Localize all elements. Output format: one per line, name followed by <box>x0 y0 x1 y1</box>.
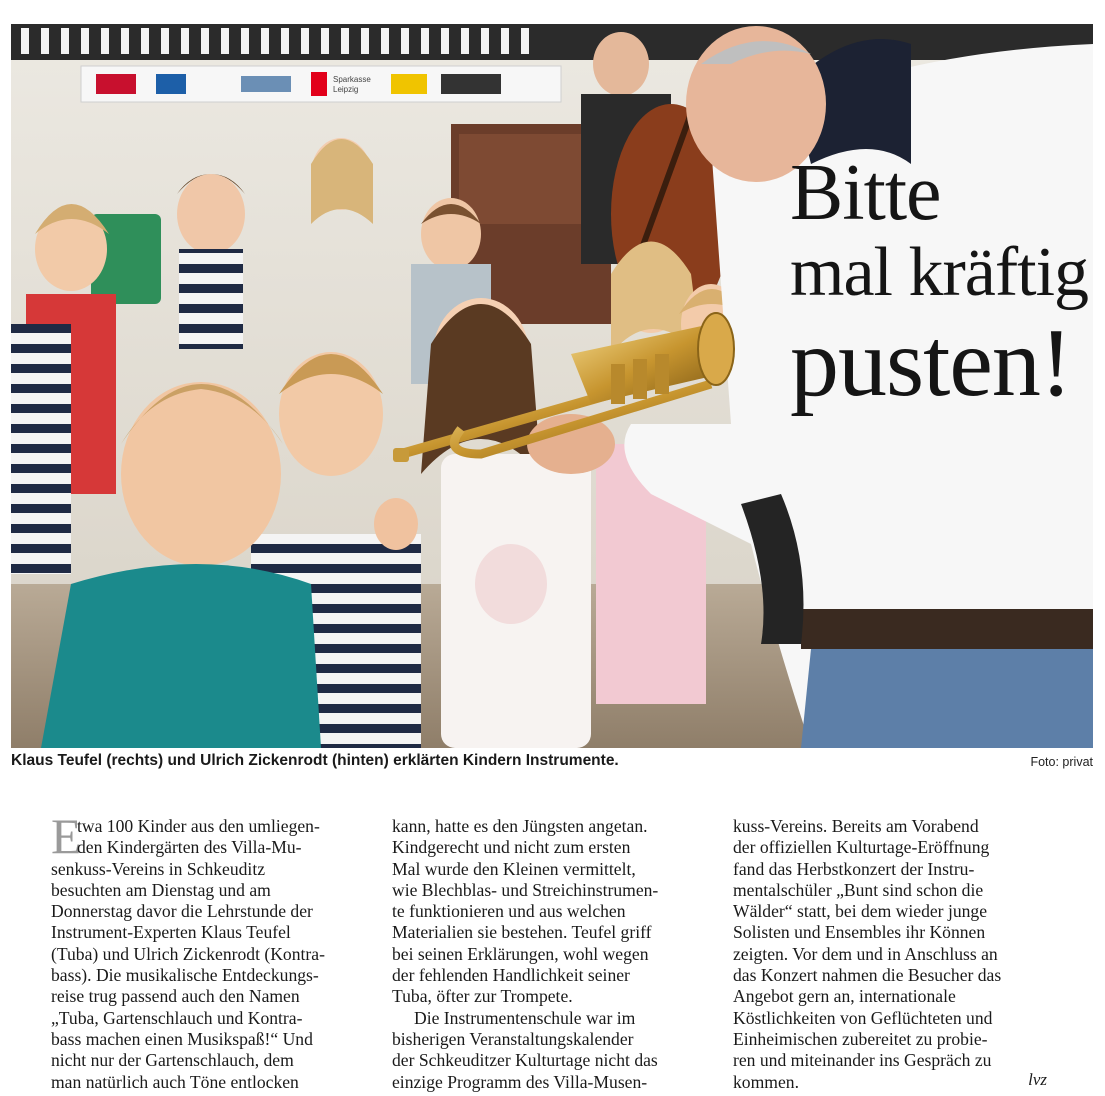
text-line: Mal wurde den Kleinen vermittelt, <box>392 858 636 879</box>
text-line: kann, hatte es den Jüngsten angetan. <box>392 816 648 836</box>
text-line: Die Instrumentenschule war im <box>414 1007 636 1028</box>
text-line: Einheimischen zubereitet zu probie- <box>733 1028 988 1049</box>
photo-credit: Foto: privat <box>1030 755 1093 769</box>
text-line: das Konzert nahmen die Besucher das <box>733 965 1002 986</box>
headline-line-2: mal kräftig <box>790 234 1089 311</box>
article-column-1 <box>51 808 371 1093</box>
text-line: Instrument-Experten Klaus Teufel <box>51 922 291 943</box>
text-line: wie Blechblas- und Streichinstrumen- <box>392 879 659 900</box>
author-signature: lvz <box>1028 1070 1047 1089</box>
text-line: nicht nur der Gartenschlauch, dem <box>51 1050 294 1071</box>
text-line: den Kindergärten des Villa-Mu- <box>77 837 302 858</box>
article-column-3 <box>733 816 1053 1093</box>
text-line: mentalschüler „Bunt sind schon die <box>733 879 984 900</box>
text-line: man natürlich auch Töne entlocken <box>51 1071 299 1092</box>
text-line: besuchten am Dienstag und am <box>51 879 271 900</box>
text-line: te funktionieren und aus welchen <box>392 901 626 922</box>
svg-text:Leipzig: Leipzig <box>333 85 359 94</box>
text-line: Tuba, öfter zur Trompete. <box>392 986 573 1007</box>
text-line: Kindgerecht und nicht zum ersten <box>392 837 631 858</box>
text-line: bass machen einen Musikspaß!“ Und <box>51 1028 313 1049</box>
text-line: der offiziellen Kulturtage-Eröffnung <box>733 837 990 858</box>
text-line: (Tuba) und Ulrich Zickenrodt (Kontra- <box>51 943 325 964</box>
text-line: Angebot gern an, internationale <box>733 986 956 1007</box>
text-line: zeigten. Vor dem und in Anschluss an <box>733 943 998 964</box>
text-line: Wälder“ statt, bei dem wieder junge <box>733 901 988 922</box>
headline-line-1: Bitte <box>790 149 941 237</box>
text-line: bass). Die musikalische Entdeckungs- <box>51 965 319 986</box>
text-line: ren und miteinander ins Gespräch zu <box>733 1050 992 1071</box>
text-line: reise trug passend auch den Namen <box>51 986 300 1007</box>
headline <box>790 150 1090 416</box>
text-line: einzige Programm des Villa-Musen- <box>392 1071 648 1092</box>
text-line: bei seinen Erklärungen, wohl wegen <box>392 943 649 964</box>
text-line: kuss-Vereins. Bereits am Vorabend <box>733 816 979 836</box>
text-line: twa 100 Kinder aus den umliegen- <box>77 816 320 836</box>
text-line: Materialien sie bestehen. Teufel griff <box>392 922 652 943</box>
headline-line-3: pusten! <box>790 309 1072 417</box>
text-line: fand das Herbstkonzert der Instru- <box>733 858 975 879</box>
text-line: senkuss-Vereins in Schkeuditz <box>51 858 266 879</box>
drop-cap: E <box>51 808 82 864</box>
text-line: der Schkeuditzer Kulturtage nicht das <box>392 1050 658 1071</box>
text-line: bisherigen Veranstaltungskalender <box>392 1028 634 1049</box>
text-line: der fehlenden Handlichkeit seiner <box>392 965 630 986</box>
photo-caption: Klaus Teufel (rechts) und Ulrich Zickenrodt (hinten) erklärten Kindern Instrumente. <box>11 752 619 769</box>
sponsor-sign-text: Sparkasse <box>333 75 371 84</box>
text-line: kommen. <box>733 1071 799 1092</box>
article-column-2 <box>392 816 712 1093</box>
text-line: „Tuba, Gartenschlauch und Kontra- <box>51 1007 303 1028</box>
text-line: Solisten und Ensembles ihr Können <box>733 922 986 943</box>
text-line: Köstlichkeiten von Geflüchteten und <box>733 1007 993 1028</box>
text-line: Donnerstag davor die Lehrstunde der <box>51 901 313 922</box>
